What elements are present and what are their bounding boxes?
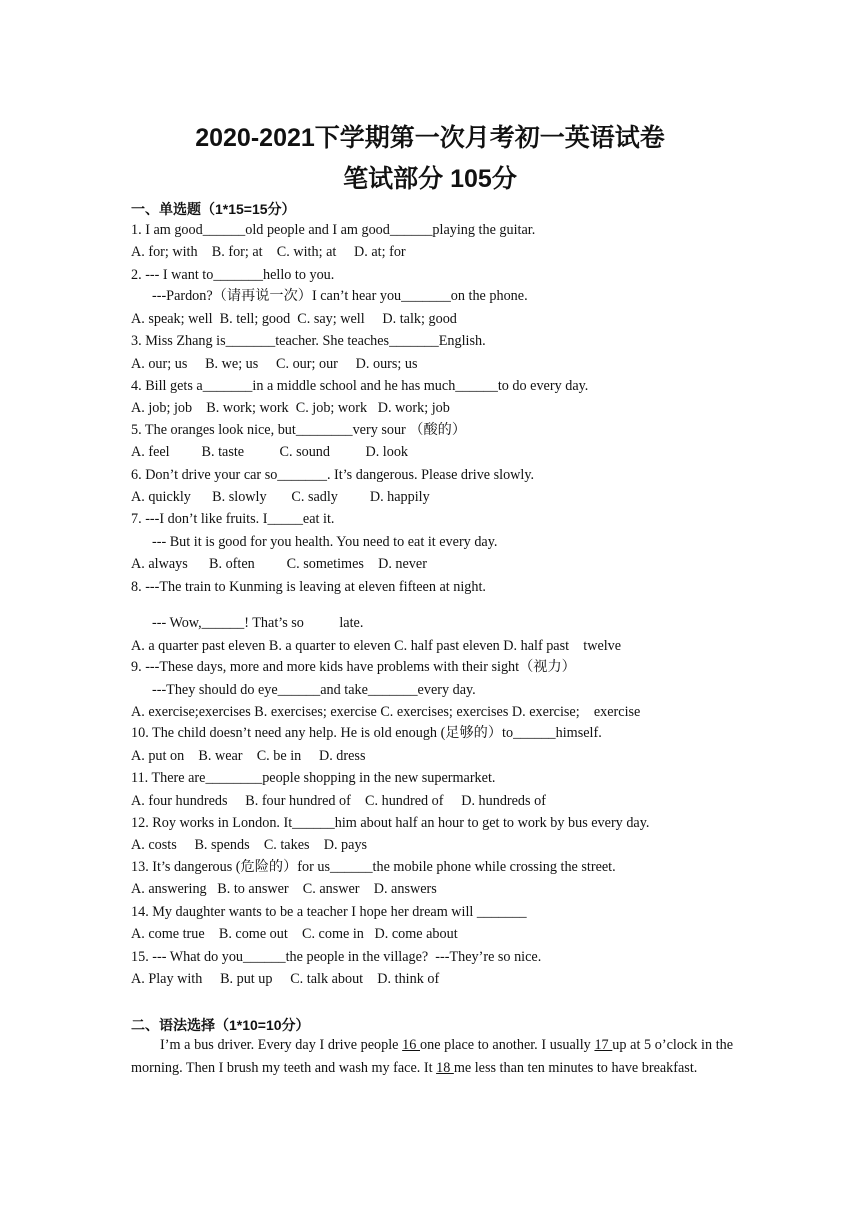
question-text: --- But it is good for you health. You need to eat it every day.: [152, 534, 498, 550]
answer-options: A. put on B. wear C. be in D. dress: [131, 748, 366, 764]
question-text: 1. I am good______old people and I am good______playing the guitar.: [131, 222, 536, 238]
answer-options: A. Play with B. put up C. talk about D. think of: [131, 971, 440, 987]
exam-subtitle: 笔试部分 105分: [343, 165, 517, 193]
answer-options: A. answering B. to answer C. answer D. answers: [131, 881, 437, 897]
question-text: 8. ---The train to Kunming is leaving at eleven fifteen at night.: [131, 579, 486, 595]
question-text: 14. My daughter wants to be a teacher I hope her dream will _______: [131, 904, 527, 920]
blank-17: 17: [594, 1037, 613, 1053]
blank-18: 18: [436, 1059, 454, 1076]
passage-text: up at 5 o’clock in the morning. Then I brush my teeth and wash my face. It: [131, 1037, 734, 1076]
question-text: 5. The oranges look nice, but________very sour （酸的）: [131, 422, 467, 438]
section-heading: 一、单选题（1*15=15分）: [131, 201, 296, 217]
passage-text: one place to another. I usually: [420, 1037, 595, 1053]
answer-options: A. come true B. come out C. come in D. come about: [131, 926, 458, 942]
blank-16: 16: [402, 1037, 420, 1053]
answer-options: A. for; with B. for; at C. with; at D. at; for: [131, 244, 406, 260]
question-text: ---They should do eye______and take_______every day.: [152, 682, 476, 698]
answer-options: A. always B. often C. sometimes D. never: [131, 556, 427, 572]
answer-options: A. exercise;exercises B. exercises; exercise C. exercises; exercises D. exercise; exercise: [131, 704, 641, 720]
answer-options: A. speak; well B. tell; good C. say; well D. talk; good: [131, 311, 457, 327]
question-text: 4. Bill gets a_______in a middle school and he has much______to do every day.: [131, 378, 589, 394]
question-text: 2. --- I want to_______hello to you.: [131, 267, 335, 283]
answer-options: A. feel B. taste C. sound D. look: [131, 444, 409, 460]
question-text: --- Wow,______! That’s so late.: [152, 615, 364, 631]
answer-options: A. costs B. spends C. takes D. pays: [131, 837, 368, 853]
passage-paragraph: [131, 1034, 733, 1079]
question-text: 11. There are________people shopping in the new supermarket.: [131, 770, 496, 786]
exam-title: 2020-2021下学期第一次月考初一英语试卷: [195, 124, 665, 152]
question-text: 7. ---I don’t like fruits. I_____eat it.: [131, 511, 335, 527]
answer-options: A. a quarter past eleven B. a quarter to eleven C. half past eleven D. half past twelve: [131, 638, 622, 654]
question-text: 13. It’s dangerous (危险的）for us______the mobile phone while crossing the street.: [131, 859, 616, 875]
answer-options: A. quickly B. slowly C. sadly D. happily: [131, 489, 430, 505]
passage-text: I’m a bus driver. Every day I drive people: [160, 1037, 403, 1053]
question-text: ---Pardon?（请再说一次）I can’t hear you_______on the phone.: [152, 288, 528, 304]
question-text: 6. Don’t drive your car so_______. It’s dangerous. Please drive slowly.: [131, 467, 535, 483]
question-text: 10. The child doesn’t need any help. He is old enough (足够的）to______himself.: [131, 725, 602, 741]
question-text: 9. ---These days, more and more kids have problems with their sight（视力）: [131, 659, 576, 675]
question-text: 12. Roy works in London. It______him about half an hour to get to work by bus every day.: [131, 815, 650, 831]
answer-options: A. job; job B. work; work C. job; work D. work; job: [131, 400, 450, 416]
passage-text: me less than ten minutes to have breakfast.: [453, 1059, 698, 1076]
answer-options: A. four hundreds B. four hundred of C. hundred of D. hundreds of: [131, 793, 546, 809]
question-text: 15. --- What do you______the people in the village? ---They’re so nice.: [131, 949, 542, 965]
answer-options: A. our; us B. we; us C. our; our D. ours; us: [131, 356, 418, 372]
question-text: 3. Miss Zhang is_______teacher. She teaches_______English.: [131, 333, 486, 349]
section-heading: 二、语法选择（1*10=10分）: [131, 1017, 310, 1033]
